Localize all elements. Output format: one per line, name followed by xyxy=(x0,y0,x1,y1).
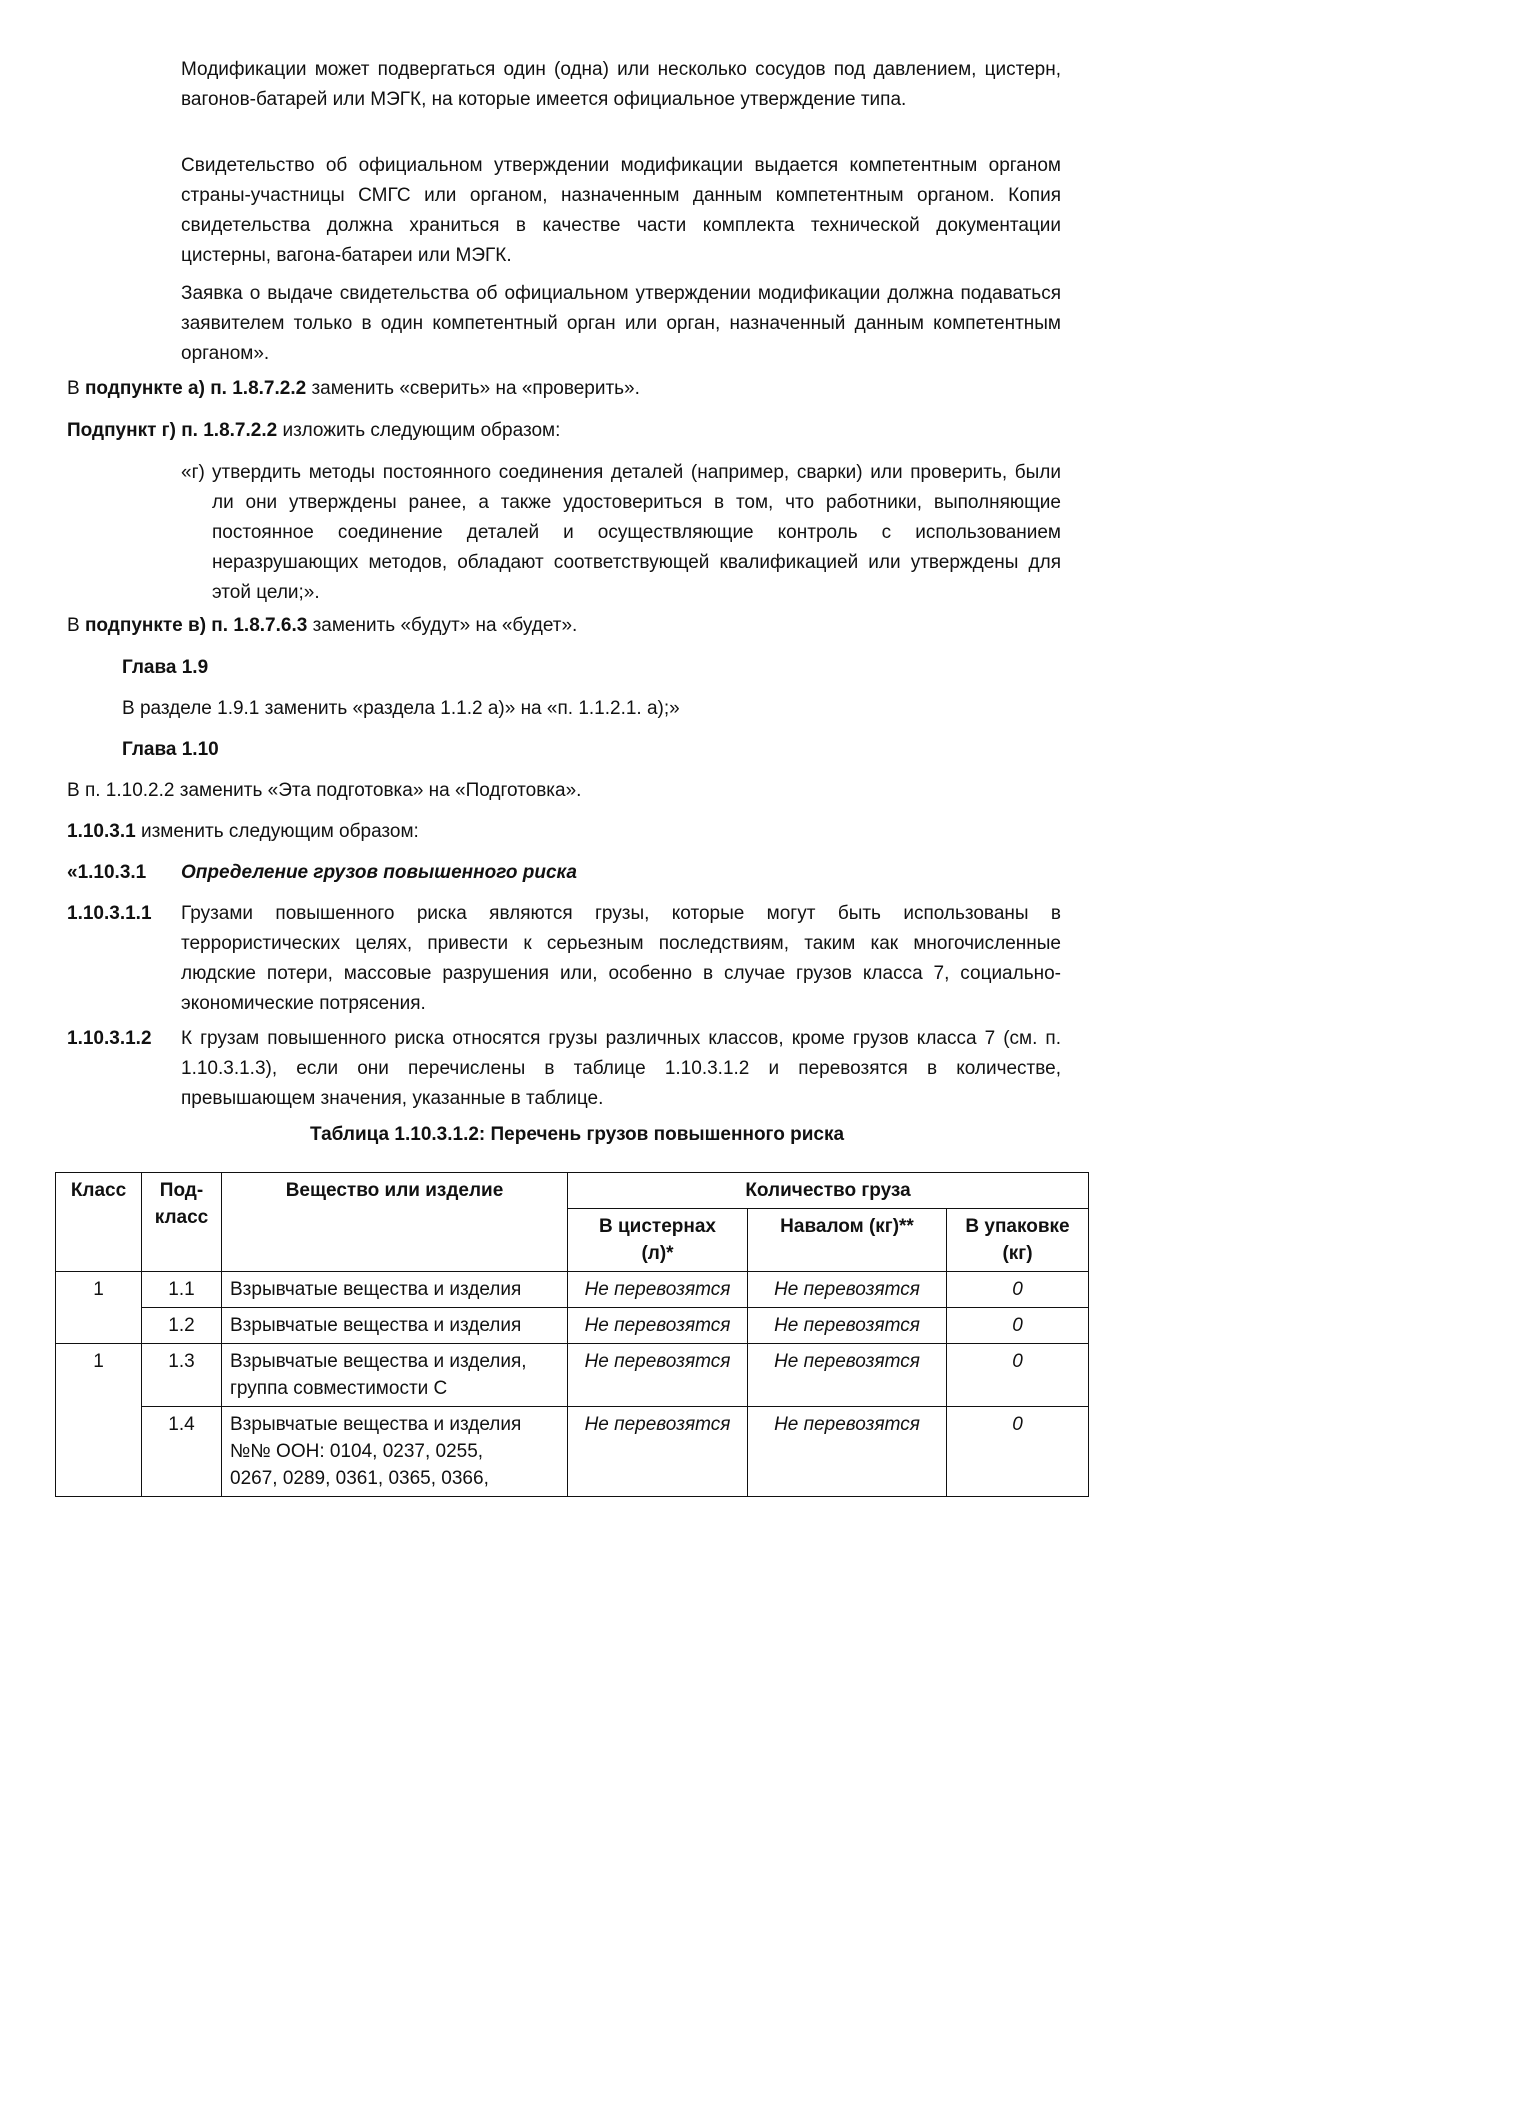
cell-substance: Взрывчатые вещества и изделия xyxy=(222,1272,568,1308)
paragraph-amend-g xyxy=(67,416,1061,446)
section-body: Грузами повышенного риска являются грузы, которые могут быть использованы в террористических целях, привести к серьезным последствиям, таким как многочисленные людские потери, массовые разрушения или, особенно в случае грузов класса 7, социально-экономические потрясения. xyxy=(181,903,1061,1014)
cell-tanks: Не перевозятся xyxy=(568,1272,748,1308)
table-row xyxy=(56,1344,1089,1407)
list-item-body: утвердить методы постоянного соединения деталей (например, сварки) или проверить, были ли они утверждены ранее, а также удостовериться в том, что работники, выполняющие постоянное соединение деталей и осуществляющие контроль с использованием неразрушающих методов, обладают соответствующей квалификацией или утверждены для этой цели;». xyxy=(212,462,1061,603)
cell-subclass: 1.2 xyxy=(142,1308,222,1344)
paragraph-section-1-9-1: В разделе 1.9.1 заменить «раздела 1.1.2 а)» на «п. 1.1.2.1. а);» xyxy=(122,698,680,719)
cell-subclass: 1.4 xyxy=(142,1407,222,1497)
paragraph-certificate: Свидетельство об официальном утверждении модификации выдается компетентным органом страны-участницы СМГС или органом, назначенным данным компетентным органом. Копия свидетельства должна храниться в качестве части комплекта технической документации цистерны, вагона-батареи или МЭГК. xyxy=(181,155,1061,266)
reference-bold: подпункте а) п. 1.8.7.2.2 xyxy=(84,378,307,399)
section-heading-1-10-3-1 xyxy=(67,858,1061,888)
text-suffix: заменить «будут» на «будет». xyxy=(307,615,578,636)
header-bulk: Навалом (кг)** xyxy=(748,1209,947,1272)
header-quantity: Количество груза xyxy=(568,1173,1089,1209)
header-substance: Вещество или изделие xyxy=(222,1173,568,1272)
cell-packages: 0 xyxy=(947,1407,1089,1497)
table-row xyxy=(56,1407,1089,1497)
paragraph-modification: Модификации может подвергаться один (одна) или несколько сосудов под давлением, цистерн, вагонов-батарей или МЭГК, на которые имеется официальное утверждение типа. xyxy=(181,59,1061,110)
header-tanks: В цистернах (л)* xyxy=(568,1209,748,1272)
cell-substance: Взрывчатые вещества и изделия xyxy=(222,1308,568,1344)
section-number: 1.10.3.1.1 xyxy=(67,903,152,924)
cell-subclass: 1.3 xyxy=(142,1344,222,1407)
cell-subclass: 1.1 xyxy=(142,1272,222,1308)
cell-bulk: Не перевозятся xyxy=(748,1407,947,1497)
paragraph-amend-a xyxy=(67,374,1061,404)
table-row xyxy=(56,1308,1089,1344)
reference-bold: подпункте в) п. 1.8.7.6.3 xyxy=(84,615,308,636)
text-suffix: изложить следующим образом: xyxy=(277,420,561,441)
cell-class: 1 xyxy=(56,1344,142,1497)
section-body: К грузам повышенного риска относятся грузы различных классов, кроме грузов класса 7 (см. п. 1.10.3.1.3), если они перечислены в таблице 1.10.3.1.2 и перевозятся в количестве, превышающем значения, указанные в таблице. xyxy=(181,1028,1061,1109)
text-prefix: В xyxy=(67,378,85,399)
cell-tanks: Не перевозятся xyxy=(568,1407,748,1497)
section-title: Определение грузов повышенного риска xyxy=(181,862,577,883)
table-caption: Таблица 1.10.3.1.2: Перечень грузов повышенного риска xyxy=(309,1124,845,1145)
paragraph-1-10-2-2: В п. 1.10.2.2 заменить «Эта подготовка» на «Подготовка». xyxy=(67,780,582,801)
cell-bulk: Не перевозятся xyxy=(748,1308,947,1344)
cell-class: 1 xyxy=(56,1272,142,1344)
header-packages: В упаковке (кг) xyxy=(947,1209,1089,1272)
high-risk-goods-table xyxy=(55,1172,1089,1497)
cell-packages: 0 xyxy=(947,1272,1089,1308)
list-marker: «г) xyxy=(181,462,205,483)
cell-substance: Взрывчатые вещества и изделия №№ ООН: 0104, 0237, 0255, 0267, 0289, 0361, 0365, 0366, xyxy=(222,1407,568,1497)
section-1-10-3-1-1 xyxy=(67,899,1061,1019)
table-row xyxy=(56,1272,1089,1308)
cell-packages: 0 xyxy=(947,1344,1089,1407)
reference-bold: Подпункт г) п. 1.8.7.2.2 xyxy=(67,420,278,441)
section-1-10-3-1-2 xyxy=(67,1024,1061,1114)
cell-packages: 0 xyxy=(947,1308,1089,1344)
header-class: Класс xyxy=(56,1173,142,1272)
text-suffix: заменить «сверить» на «проверить». xyxy=(306,378,640,399)
paragraph-amend-v xyxy=(67,611,1061,641)
cell-bulk: Не перевозятся xyxy=(748,1344,947,1407)
section-number: 1.10.3.1.2 xyxy=(67,1028,152,1049)
table-header-row xyxy=(56,1173,1089,1209)
cell-tanks: Не перевозятся xyxy=(568,1308,748,1344)
cell-substance: Взрывчатые вещества и изделия, группа совместимости С xyxy=(222,1344,568,1407)
paragraph-application: Заявка о выдаче свидетельства об официальном утверждении модификации должна подаваться заявителем только в один компетентный орган или орган, назначенный данным компетентным органом». xyxy=(181,283,1061,364)
list-item-g xyxy=(181,458,1061,608)
text-prefix: В xyxy=(67,615,85,636)
paragraph-1-10-3-1 xyxy=(67,817,1061,847)
cell-tanks: Не перевозятся xyxy=(568,1344,748,1407)
chapter-heading-1-9: Глава 1.9 xyxy=(122,657,209,678)
chapter-heading-1-10: Глава 1.10 xyxy=(122,739,219,760)
text-suffix: изменить следующим образом: xyxy=(135,821,419,842)
section-number: «1.10.3.1 xyxy=(67,862,147,883)
cell-bulk: Не перевозятся xyxy=(748,1272,947,1308)
reference-bold: 1.10.3.1 xyxy=(67,821,136,842)
header-subclass: Под- класс xyxy=(142,1173,222,1272)
